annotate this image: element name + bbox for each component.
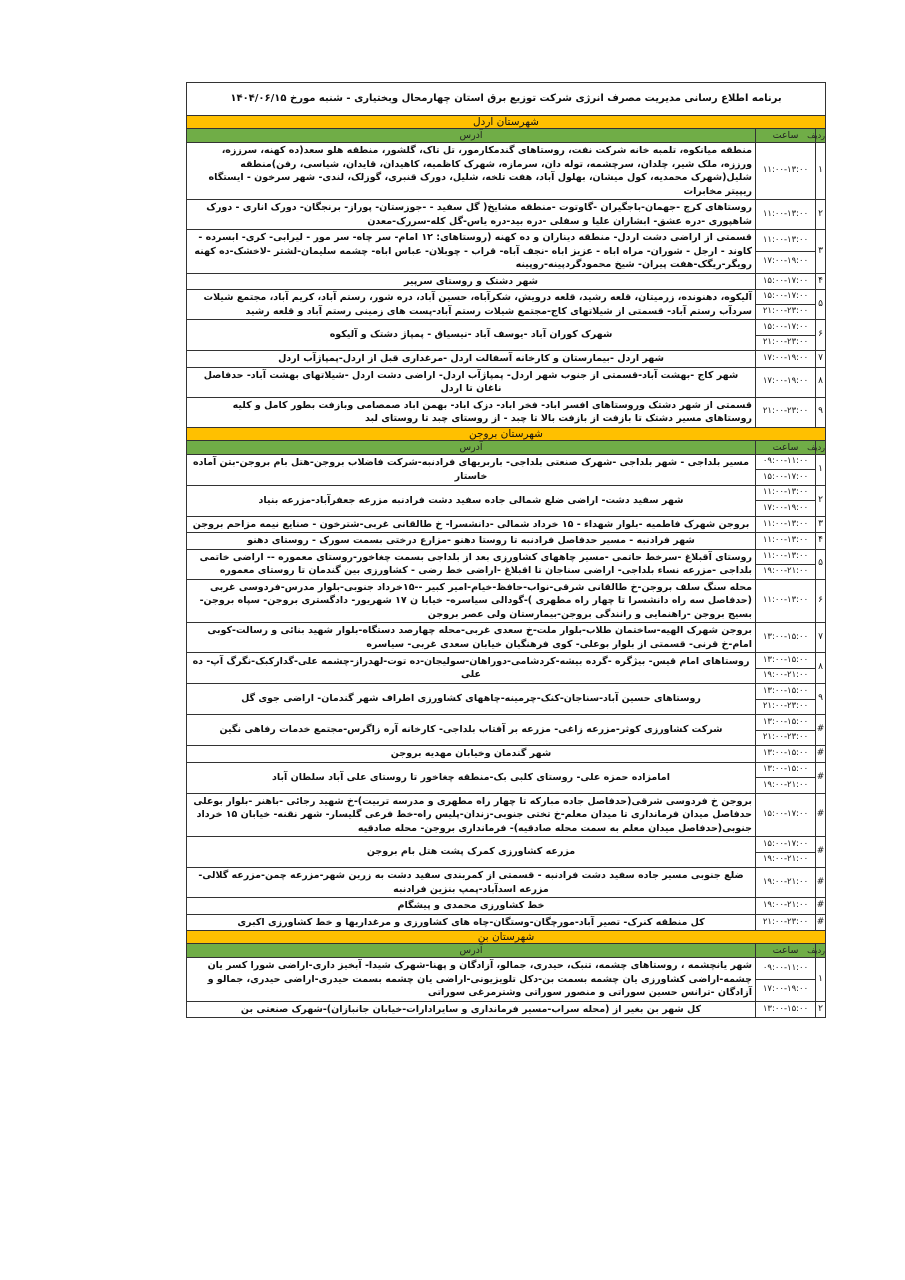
time-range: ۱۹:۰۰-۲۱:۰۰ bbox=[756, 564, 815, 579]
time-cell: ۱۹:۰۰-۲۱:۰۰ bbox=[756, 868, 816, 898]
row-number: ۲ bbox=[816, 1001, 826, 1018]
row-number: # bbox=[816, 868, 826, 898]
column-header-row bbox=[187, 944, 826, 958]
table-row bbox=[187, 397, 826, 427]
row-number: ۱ bbox=[816, 454, 826, 485]
time-cell: ۱۵:۰۰-۱۷:۰۰ bbox=[756, 273, 816, 290]
column-header-row bbox=[187, 440, 826, 454]
table-row bbox=[187, 454, 826, 485]
time-cell: ۱۱:۰۰-۱۳:۰۰ bbox=[756, 533, 816, 550]
row-number: ۲ bbox=[816, 485, 826, 516]
row-number: # bbox=[816, 793, 826, 837]
address-cell: محله سنگ سلف بروجن-خ طالقانی شرقی-نواب-حافظ-خیام-امیر کبیر --۱۵خرداد جنوبی-بلوار مدرس-فردوسی غربی (حدفاصل سه راه دانشسرا تا چهار راه مطهری )-گودالی سیاسره- خیابا ن ۱۷ شهریور- دادگستری بروجن- سپاه بروجن- بسیج بروجن -راهنمایی و رانندگی بروجن-بیمارستان ولی عصر بروجن bbox=[187, 579, 756, 623]
column-header-address: آدرس bbox=[187, 440, 756, 454]
county-header-row bbox=[187, 116, 826, 129]
time-range: ۱۹:۰۰-۲۱:۰۰ bbox=[756, 777, 815, 793]
address-cell: آلیکوه، دهنونده، زرمیتان، قلعه رشید، قلعه درویش، شکرآباه، حسین آباد، دره شور، رستم آباد، کریم آباد، مجتمع شیلات سردآب رستم آباد- قسمتی از شیلاتهای کاج-مجتمع شیلات رستم آباد-پست های زمینی رستم آباد و قلعه رشید bbox=[187, 290, 756, 320]
time-cell: ۱۷:۰۰-۱۹:۰۰ bbox=[756, 351, 816, 368]
table-row bbox=[187, 533, 826, 550]
row-number: ۴ bbox=[816, 273, 826, 290]
table-row bbox=[187, 351, 826, 368]
table-row bbox=[187, 793, 826, 837]
row-number: ۵ bbox=[816, 549, 826, 579]
table-row bbox=[187, 367, 826, 397]
time-range: ۲۱:۰۰-۲۳:۰۰ bbox=[756, 699, 815, 715]
address-cell: قسمتی از شهر دشتک وروستاهای افسر اباد- فخر اباد- دزک اباد- بهمن اباد صمصامی وبازفت بطور کامل و کلیه روستاهای مسیر دشتک تا بازفت از بازفت بالا تا چبد - از روستای چبد تا روستای لبد bbox=[187, 397, 756, 427]
table-row bbox=[187, 914, 826, 931]
table-row bbox=[187, 958, 826, 1002]
row-number: # bbox=[816, 746, 826, 763]
time-cell bbox=[756, 715, 816, 746]
table-row bbox=[187, 549, 826, 579]
address-cell: بروجن شهرک فاطمیه -بلوار شهداء - ۱۵ خرداد شمالی -دانشسرا- خ طالقانی غربی-شترخون - صنایع نیمه مزاحم بروجن bbox=[187, 516, 756, 533]
address-cell: مزرعه کشاورزی کمرک پشت هتل بام بروجن bbox=[187, 837, 756, 868]
address-cell: روستاهای حسین آباد-سناجان-کنک-چرمینه-چاههای کشاورزی اطراف شهر گندمان- اراضی جوی گل bbox=[187, 684, 756, 715]
county-header-row bbox=[187, 427, 826, 440]
time-range: ۱۷:۰۰-۱۹:۰۰ bbox=[756, 979, 815, 1001]
column-header-row-number: ردیف bbox=[816, 129, 826, 143]
table-row bbox=[187, 684, 826, 715]
time-cell: ۱۳:۰۰-۱۵:۰۰ bbox=[756, 623, 816, 653]
county-header-row bbox=[187, 931, 826, 944]
address-cell: قسمتی از اراضی دشت اردل- منطقه دیناران و ده کهنه (روستاهای: ۱۲ امام- سر چاه- سر مور - لیرابی- کری- ابسرده - کاوند - ارجل - شوران- مراه اباه - عزیز اباه -نجف آباه- قراب - چوبلان- عباس اباه- چشمه سلیمان-لشتر -لاخشک-ده کهنه رویگر-ریگک-هفت پیران- شیخ محمودگرد‌پینه-روپینه bbox=[187, 230, 756, 274]
table-row bbox=[187, 485, 826, 516]
address-cell: خط کشاورزی محمدی و پیشگام bbox=[187, 898, 756, 915]
time-range: ۱۵:۰۰-۱۷:۰۰ bbox=[762, 291, 809, 302]
row-number: ۷ bbox=[816, 623, 826, 653]
time-cell: ۱۱:۰۰-۱۳:۰۰ bbox=[756, 516, 816, 533]
time-range: ۱۵:۰۰-۱۷:۰۰ bbox=[762, 321, 809, 332]
address-cell: ضلع جنوبی مسیر جاده سفید دشت فرادنبه - قسمتی از کمربندی سفید دشت به زرین شهر-مزرعه چمن-مزرعه گلالی-مزرعه اسدآباد-پمپ بنزین فرادنبه bbox=[187, 868, 756, 898]
time-range: ۱۱:۰۰-۱۳:۰۰ bbox=[762, 487, 809, 497]
row-number: # bbox=[816, 762, 826, 793]
table-row bbox=[187, 715, 826, 746]
row-number: ۲ bbox=[816, 200, 826, 230]
time-cell bbox=[756, 958, 816, 1002]
row-number: ۳ bbox=[816, 230, 826, 274]
column-header-time: ساعت bbox=[756, 440, 816, 454]
address-cell: روستاهای کرچ -جهمان-باجگیران -گاوتوت -منطقه مشایخ( گل سفید - -جوزستان- پوراز- برنجگان- دورک اناری - دورک شاهپوری -دره عشق- ابشاران علیا و سفلی -دره بید-دره یاس-گل کله-سررک-معدن bbox=[187, 200, 756, 230]
column-header-row-number: ردیف bbox=[816, 440, 826, 454]
county-name: شهرستان بروجن bbox=[187, 427, 826, 440]
row-number: # bbox=[816, 898, 826, 915]
table-row bbox=[187, 898, 826, 915]
county-name: شهرستان بن bbox=[187, 931, 826, 944]
address-cell: شهرک کوران آباد -یوسف آباد -نیسیاق - پمپاژ دشتک و آلیکوه bbox=[187, 320, 756, 351]
time-cell bbox=[756, 230, 816, 274]
address-cell: شهر سفید دشت- اراضی ضلع شمالی جاده سفید دشت فرادنبه مزرعه جعفرآباد-مزرعه بنیاد bbox=[187, 485, 756, 516]
time-range: ۱۳:۰۰-۱۵:۰۰ bbox=[762, 654, 809, 665]
address-cell: شهر دشتک و روستای سرپیر bbox=[187, 273, 756, 290]
document-title-row bbox=[187, 83, 826, 116]
time-range: ۰۹:۰۰-۱۱:۰۰ bbox=[762, 456, 809, 466]
row-number: # bbox=[816, 715, 826, 746]
row-number: ۶ bbox=[816, 579, 826, 623]
address-cell: بروجن شهرک الهیه-ساختمان طلاب-بلوار ملت-خ سعدی غربی-محله چهارصد دستگاه-بلوار شهید بنائی و رسالت-کوبی امام-خ قرنی- قسمتی از بلوار بوعلی- کوی فرهنگیان خیابان سعدی غربی- سیاسره bbox=[187, 623, 756, 653]
time-cell: ۱۱:۰۰-۱۳:۰۰ bbox=[756, 579, 816, 623]
address-cell: امامزاده حمزه علی- روستای کلبی بک-منطقه چغاخور تا روستای علی آباد سلطان آباد bbox=[187, 762, 756, 793]
address-cell: کل منطقه کنرک- تصیر آباد-مورچگان-وستگان-چاه های کشاورزی و مرغداریها و خط کشاورزی اکبری bbox=[187, 914, 756, 931]
table-row bbox=[187, 653, 826, 684]
address-cell: مسیر بلداجی - شهر بلداجی -شهرک صنعتی بلداجی- باربریهای فرادنبه-شرکت فاضلاب بروجن-هتل بام بروجن-بتن آماده خاستار bbox=[187, 454, 756, 485]
time-cell: ۲۱:۰۰-۲۳:۰۰ bbox=[756, 914, 816, 931]
table-row bbox=[187, 230, 826, 274]
time-cell bbox=[756, 837, 816, 868]
document-title: برنامه اطلاع رسانی مدیریت مصرف انرژی شرکت توزیع برق استان چهارمحال وبختیاری - شنبه مورخ ۱۴۰۴/۰۶/۱۵ bbox=[187, 83, 826, 116]
row-number: ۸ bbox=[816, 653, 826, 684]
table-row bbox=[187, 200, 826, 230]
table-row bbox=[187, 273, 826, 290]
row-number: ۶ bbox=[816, 320, 826, 351]
table-row bbox=[187, 868, 826, 898]
schedule-document bbox=[186, 82, 826, 1018]
time-range: ۱۳:۰۰-۱۵:۰۰ bbox=[762, 716, 809, 727]
row-number: ۸ bbox=[816, 367, 826, 397]
row-number: ۵ bbox=[816, 290, 826, 320]
time-cell: ۱۱:۰۰-۱۳:۰۰ bbox=[756, 143, 816, 200]
table-row bbox=[187, 762, 826, 793]
table-row bbox=[187, 1001, 826, 1018]
time-range: ۱۵:۰۰-۱۷:۰۰ bbox=[762, 838, 809, 849]
county-name: شهرستان اردل bbox=[187, 116, 826, 129]
address-cell: روستاهای امام قیس- بیژگره -گرده بیشه-کردشامی-دوراهان-سولیجان-ده توت-لهدراز-چشمه علی-گدارکبک-نگرگ آپ- ده علی bbox=[187, 653, 756, 684]
time-cell bbox=[756, 290, 816, 320]
schedule-table bbox=[186, 82, 826, 1018]
address-cell: کل شهر بن بغیر از (محله سراب-مسیر فرمانداری و سایرادارات-خیابان جانبازان)-شهرک صنعتی بن bbox=[187, 1001, 756, 1018]
time-range: ۱۹:۰۰-۲۱:۰۰ bbox=[756, 668, 815, 684]
time-cell: ۱۳:۰۰-۱۵:۰۰ bbox=[756, 746, 816, 763]
time-range: ۱۱:۰۰-۱۳:۰۰ bbox=[762, 234, 809, 245]
time-cell: ۲۱:۰۰-۲۳:۰۰ bbox=[756, 397, 816, 427]
row-number: ۹ bbox=[816, 684, 826, 715]
time-range: ۲۱:۰۰-۲۳:۰۰ bbox=[756, 335, 815, 351]
table-row bbox=[187, 516, 826, 533]
time-range: ۱۹:۰۰-۲۱:۰۰ bbox=[756, 852, 815, 868]
time-range: ۰۹:۰۰-۱۱:۰۰ bbox=[762, 962, 809, 973]
time-cell bbox=[756, 762, 816, 793]
row-number: ۴ bbox=[816, 533, 826, 550]
time-cell bbox=[756, 684, 816, 715]
row-number: # bbox=[816, 837, 826, 868]
table-row bbox=[187, 837, 826, 868]
address-cell: شهر گندمان وخیابان مهدیه بروجن bbox=[187, 746, 756, 763]
address-cell: شهر یانچشمه ، روستاهای چشمه، تنبک، حیدری، جمالو، آزادگان و پهنا-شهرک شیدا- آبخیز داری-اراضی شورا کسر یان چشمه-اراضی کشاورزی یان چشمه بسمت بن-دکل تلویزیونی-اراضی یان چشمه بسمت حیدری-اراضی حیدری، جمالو و آزادگان -ترانس حسین سوراتی و منصور سوراتی وشترمرغی سوراتی bbox=[187, 958, 756, 1002]
time-cell bbox=[756, 320, 816, 351]
time-range: ۱۷:۰۰-۱۹:۰۰ bbox=[756, 251, 815, 273]
time-cell bbox=[756, 485, 816, 516]
table-row bbox=[187, 320, 826, 351]
time-cell: ۱۵:۰۰-۱۷:۰۰ bbox=[756, 793, 816, 837]
time-range: ۲۱:۰۰-۲۳:۰۰ bbox=[756, 304, 815, 319]
time-range: ۲۱:۰۰-۲۳:۰۰ bbox=[756, 730, 815, 746]
table-row bbox=[187, 746, 826, 763]
row-number: ۱ bbox=[816, 958, 826, 1002]
table-row bbox=[187, 143, 826, 200]
row-number: # bbox=[816, 914, 826, 931]
row-number: ۹ bbox=[816, 397, 826, 427]
column-header-time: ساعت bbox=[756, 129, 816, 143]
column-header-address: آدرس bbox=[187, 129, 756, 143]
time-cell bbox=[756, 653, 816, 684]
row-number: ۳ bbox=[816, 516, 826, 533]
table-row bbox=[187, 579, 826, 623]
time-range: ۱۱:۰۰-۱۳:۰۰ bbox=[762, 550, 809, 561]
address-cell: روستای آقبلاغ -سرخط حاتمی -مسیر چاههای کشاورزی بعد از بلداجی بسمت چغاخور-روستای معموره -- اراضی خاتمی بلداجی -مزرعه نساء بلداجی- اراضی سناجان تا اقبلاغ -اراضی خط رضی - کشاورزی بین گندمان تا روستای معموره bbox=[187, 549, 756, 579]
table-row bbox=[187, 623, 826, 653]
column-header-address: آدرس bbox=[187, 944, 756, 958]
time-range: ۱۵:۰۰-۱۷:۰۰ bbox=[756, 469, 815, 485]
time-range: ۱۷:۰۰-۱۹:۰۰ bbox=[756, 500, 815, 516]
column-header-row bbox=[187, 129, 826, 143]
address-cell: شهر فرادنبه - مسیر حدفاصل فرادنبه تا روستا دهنو -مزارع درختی بسمت سورک - روستای دهنو bbox=[187, 533, 756, 550]
column-header-row-number: ردیف bbox=[816, 944, 826, 958]
time-cell bbox=[756, 549, 816, 579]
address-cell: شهر کاج -بهشت آباد-قسمتی از جنوب شهر اردل- پمپاژآب اردل- اراضی دشت اردل -شیلاتهای بهشت آباد- حدفاصل ناغان تا اردل bbox=[187, 367, 756, 397]
address-cell: شرکت کشاورزی کوثر-مزرعه زاغی- مزرعه بر آفتاب بلداجی- کارخانه آره زاگرس-مجتمع خدمات رفاهی نگین bbox=[187, 715, 756, 746]
address-cell: شهر اردل -بیمارستان و کارخانه آسفالت اردل -مرغداری قبل از اردل-پمپاژآب اردل bbox=[187, 351, 756, 368]
time-cell: ۱۳:۰۰-۱۵:۰۰ bbox=[756, 1001, 816, 1018]
row-number: ۱ bbox=[816, 143, 826, 200]
time-cell: ۱۱:۰۰-۱۳:۰۰ bbox=[756, 200, 816, 230]
time-cell: ۱۹:۰۰-۲۱:۰۰ bbox=[756, 898, 816, 915]
table-row bbox=[187, 290, 826, 320]
time-range: ۱۳:۰۰-۱۵:۰۰ bbox=[762, 685, 809, 696]
time-cell bbox=[756, 454, 816, 485]
time-cell: ۱۷:۰۰-۱۹:۰۰ bbox=[756, 367, 816, 397]
address-cell: بروجن خ فردوسی شرقی(حدفاصل جاده مبارکه تا چهار راه مطهری و مدرسه تربیت)-خ شهید رجائی -باهنر -بلوار بوعلی حدفاصل میدان فرمانداری تا میدان معلم-خ تختی جنوبی-زندان-پلیس راه-خط فرعی گلیسار- شهر نقنه- خیابان ۱۵ خرداد جنوبی(حدفاصل میدان معلم به سمت محله صادقیه)- فرمانداری بروجن- محله صادقیه bbox=[187, 793, 756, 837]
address-cell: منطقه میانکوه، تلمبه خانه شرکت نفت، روستاهای گندمکارمور، تل تاک، گلشور، منطقه هلو سعد(ده کهنه، سرززه، ورززه، ملک شیر، چلدان، سرچشمه، توله دان، سرمازه، شهرک کاظمیه، کاهیدان، قایدان، شیاسی، رفن)منطقه شلیل(شهرک محمدیه، کول میشان، بهلول آباد، هفت تلخه، شلیل، دورک قنبری، گوزلک، لندی- شهر سرخون - ایستگاه ریپیتر مخابرات bbox=[187, 143, 756, 200]
row-number: ۷ bbox=[816, 351, 826, 368]
column-header-time: ساعت bbox=[756, 944, 816, 958]
time-range: ۱۳:۰۰-۱۵:۰۰ bbox=[762, 764, 809, 774]
